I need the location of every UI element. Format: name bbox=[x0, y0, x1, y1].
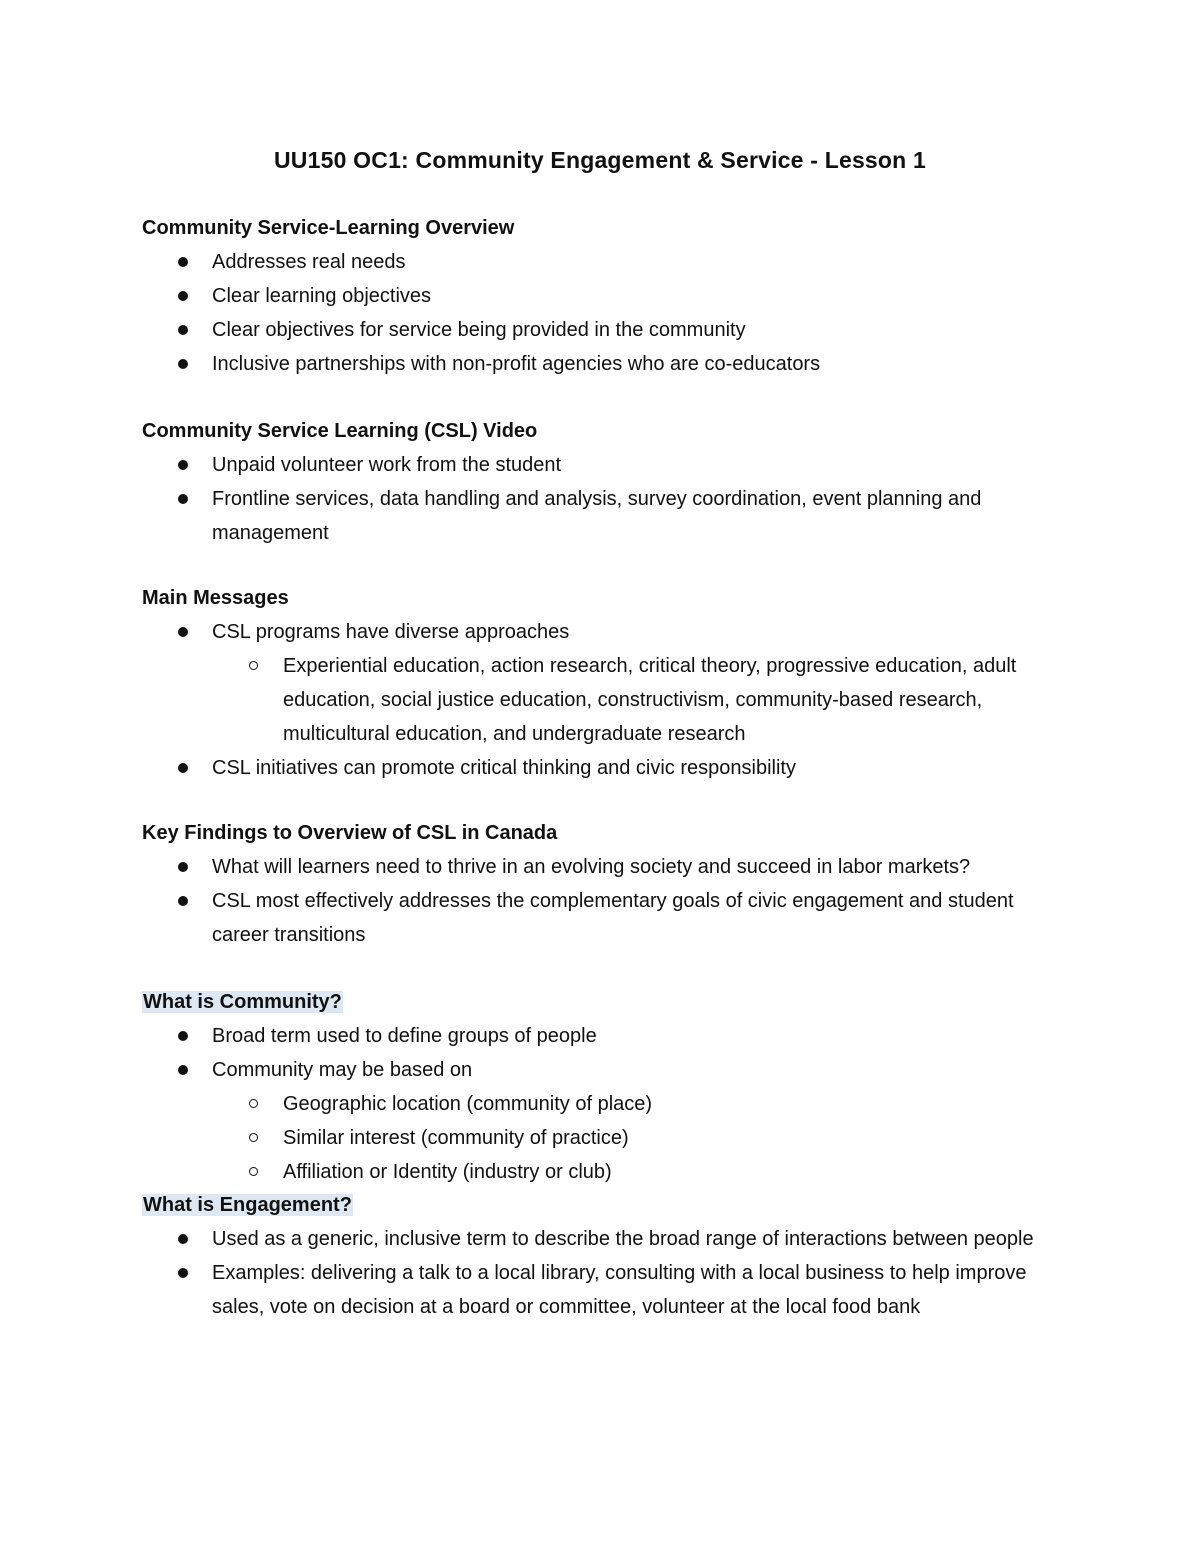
sub-list-item bbox=[212, 649, 1062, 751]
list-item bbox=[142, 1256, 1062, 1324]
bullet-icon bbox=[178, 325, 188, 335]
bullet-icon bbox=[178, 460, 188, 470]
section-key-findings bbox=[142, 816, 1062, 952]
sub-list-item-text: Experiential education, action research, critical theory, progressive education, adult education, social justice education, constructivism, community-based research, multicultural education, and undergraduate research bbox=[283, 655, 1017, 745]
bullet-icon bbox=[178, 257, 188, 267]
bullet-icon bbox=[178, 1234, 188, 1244]
hollow-bullet-icon bbox=[249, 1133, 258, 1142]
bullet-icon bbox=[178, 359, 188, 369]
document-title: UU150 OC1: Community Engagement & Service - Lesson 1 bbox=[273, 147, 927, 173]
bullet-icon bbox=[178, 763, 188, 773]
bullet-list bbox=[142, 1222, 1062, 1324]
sub-list-item bbox=[212, 1121, 1062, 1155]
bullet-icon bbox=[178, 1031, 188, 1041]
list-item-text: Frontline services, data handling and analysis, survey coordination, event planning and management bbox=[212, 488, 982, 544]
section-heading-text: What is Community? bbox=[143, 991, 342, 1013]
bullet-list bbox=[142, 448, 1062, 550]
list-item-text: CSL most effectively addresses the complementary goals of civic engagement and student career transitions bbox=[212, 890, 1014, 946]
list-item bbox=[142, 615, 1062, 751]
section-main-messages bbox=[142, 581, 1062, 785]
bullet-icon bbox=[178, 1268, 188, 1278]
section-what-is-community bbox=[142, 985, 1062, 1189]
list-item bbox=[142, 448, 1062, 482]
list-item-text: Broad term used to define groups of people bbox=[212, 1025, 597, 1047]
hollow-bullet-icon bbox=[249, 661, 258, 670]
section-csl-video bbox=[142, 414, 1062, 550]
list-item-text: Clear objectives for service being provided in the community bbox=[212, 319, 746, 341]
sub-list-item bbox=[212, 1087, 1062, 1121]
section-heading: Community Service-Learning Overview bbox=[142, 217, 515, 239]
list-item bbox=[142, 1019, 1062, 1053]
list-item bbox=[142, 884, 1062, 952]
sub-list-item-text: Geographic location (community of place) bbox=[283, 1093, 653, 1115]
list-item bbox=[142, 245, 1062, 279]
bullet-icon bbox=[178, 896, 188, 906]
list-item-text: Examples: delivering a talk to a local library, consulting with a local business to help improve sales, vote on decision at a board or committee, volunteer at the local food bank bbox=[212, 1262, 1027, 1318]
list-item bbox=[142, 279, 1062, 313]
bullet-list bbox=[142, 245, 1062, 381]
list-item bbox=[142, 482, 1062, 550]
section-heading: Main Messages bbox=[142, 587, 289, 609]
list-item-text: Community may be based on bbox=[212, 1059, 473, 1081]
list-item bbox=[142, 347, 1062, 381]
list-item-text: Used as a generic, inclusive term to describe the broad range of interactions between people bbox=[212, 1228, 1034, 1250]
section-heading-text: What is Engagement? bbox=[143, 1194, 352, 1216]
list-item-text: What will learners need to thrive in an evolving society and succeed in labor markets? bbox=[212, 856, 971, 878]
bullet-icon bbox=[178, 494, 188, 504]
bullet-list bbox=[142, 850, 1062, 952]
section-what-is-engagement bbox=[142, 1188, 1062, 1324]
list-item-text: CSL initiatives can promote critical thinking and civic responsibility bbox=[212, 757, 796, 779]
section-csl-overview bbox=[142, 211, 1062, 381]
section-heading: Key Findings to Overview of CSL in Canada bbox=[142, 822, 558, 844]
sub-list-item-text: Similar interest (community of practice) bbox=[283, 1127, 629, 1149]
bullet-icon bbox=[178, 1065, 188, 1075]
sub-bullet-list bbox=[212, 1087, 1062, 1189]
section-heading-highlighted bbox=[142, 985, 1062, 1019]
list-item-text: Addresses real needs bbox=[212, 251, 406, 273]
list-item-text: Unpaid volunteer work from the student bbox=[212, 454, 562, 476]
list-item bbox=[142, 751, 1062, 785]
bullet-icon bbox=[178, 862, 188, 872]
list-item-text: Clear learning objectives bbox=[212, 285, 432, 307]
bullet-icon bbox=[178, 627, 188, 637]
sub-list-item bbox=[212, 1155, 1062, 1189]
list-item bbox=[142, 313, 1062, 347]
section-heading-highlighted bbox=[142, 1188, 1062, 1222]
bullet-list bbox=[142, 615, 1062, 785]
list-item bbox=[142, 1222, 1062, 1256]
sub-list-item-text: Affiliation or Identity (industry or club) bbox=[283, 1161, 612, 1183]
hollow-bullet-icon bbox=[249, 1167, 258, 1176]
section-heading: Community Service Learning (CSL) Video bbox=[142, 420, 538, 442]
hollow-bullet-icon bbox=[249, 1099, 258, 1108]
list-item bbox=[142, 1053, 1062, 1189]
list-item-text: CSL programs have diverse approaches bbox=[212, 621, 570, 643]
bullet-icon bbox=[178, 291, 188, 301]
list-item bbox=[142, 850, 1062, 884]
bullet-list bbox=[142, 1019, 1062, 1189]
list-item-text: Inclusive partnerships with non-profit agencies who are co-educators bbox=[212, 353, 821, 375]
sub-bullet-list bbox=[212, 649, 1062, 751]
